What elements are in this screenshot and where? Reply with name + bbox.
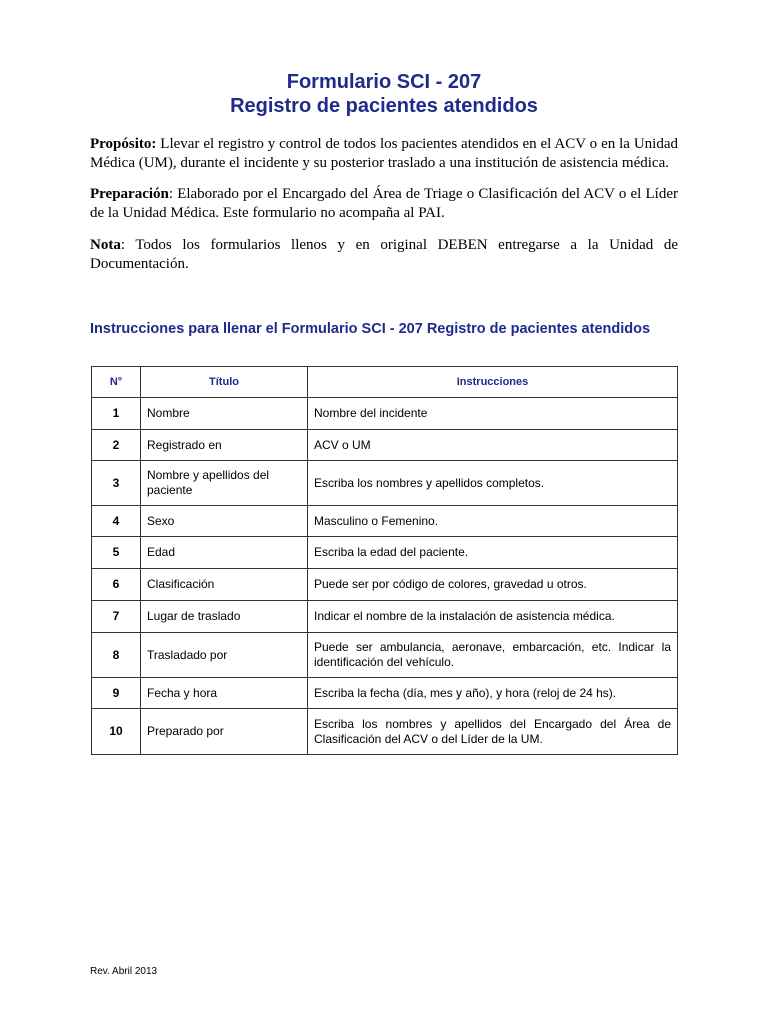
note-paragraph: [90, 236, 678, 274]
preparation-label: Preparación: [90, 186, 169, 202]
row-title: Fecha y hora: [141, 678, 308, 709]
preparation-paragraph: [90, 185, 678, 223]
row-instructions: Escriba los nombres y apellidos del Encargado del Área de Clasificación del ACV o del Líder de la UM.: [308, 709, 678, 755]
row-title: Clasificación: [141, 569, 308, 601]
table-row: [92, 430, 678, 461]
title-line-1: Formulario SCI - 207: [286, 71, 482, 93]
row-instructions: Nombre del incidente: [308, 398, 678, 430]
row-number: 1: [92, 398, 141, 430]
row-instructions: Indicar el nombre de la instalación de asistencia médica.: [308, 601, 678, 633]
purpose-label: Propósito:: [90, 136, 157, 152]
header-number: N°: [92, 367, 141, 398]
note-text: : Todos los formularios llenos y en original DEBEN entregarse a la Unidad de Documentación.: [90, 237, 678, 272]
table-row: [92, 537, 678, 569]
table-header-row: [92, 367, 678, 398]
row-instructions: Masculino o Femenino.: [308, 506, 678, 537]
purpose-paragraph: [90, 135, 678, 173]
header-title: Título: [141, 367, 308, 398]
table-row: [92, 678, 678, 709]
table-row: [92, 633, 678, 678]
revision-footer: Rev. Abril 2013: [90, 966, 158, 977]
row-instructions: ACV o UM: [308, 430, 678, 461]
row-number: 7: [92, 601, 141, 633]
table-row: [92, 461, 678, 506]
instructions-heading: Instrucciones para llenar el Formulario SCI - 207 Registro de pacientes atendidos: [90, 321, 651, 337]
header-instructions: Instrucciones: [308, 367, 678, 398]
row-title: Sexo: [141, 506, 308, 537]
row-number: 3: [92, 461, 141, 506]
table-row: [92, 601, 678, 633]
preparation-text: : Elaborado por el Encargado del Área de Triage o Clasificación del ACV o el Líder de la Unidad Médica. Este formulario no acompaña al PAI.: [90, 186, 678, 221]
row-instructions: Escriba los nombres y apellidos completos.: [308, 461, 678, 506]
table-row: [92, 709, 678, 755]
instructions-table: [91, 366, 678, 755]
row-instructions: Puede ser ambulancia, aeronave, embarcación, etc. Indicar la identificación del vehículo.: [308, 633, 678, 678]
row-number: 2: [92, 430, 141, 461]
row-title: Edad: [141, 537, 308, 569]
row-number: 5: [92, 537, 141, 569]
row-title: Registrado en: [141, 430, 308, 461]
row-title: Trasladado por: [141, 633, 308, 678]
row-instructions: Escriba la fecha (día, mes y año), y hora (reloj de 24 hs).: [308, 678, 678, 709]
row-title: Preparado por: [141, 709, 308, 755]
row-title: Nombre: [141, 398, 308, 430]
title-line-2: Registro de pacientes atendidos: [230, 95, 538, 117]
row-number: 8: [92, 633, 141, 678]
row-title: Nombre y apellidos del paciente: [141, 461, 308, 506]
row-instructions: Puede ser por código de colores, gravedad u otros.: [308, 569, 678, 601]
row-number: 6: [92, 569, 141, 601]
note-label: Nota: [90, 237, 121, 253]
purpose-text: Llevar el registro y control de todos los pacientes atendidos en el ACV o en la Unidad Médica (UM), durante el incidente y su posterior traslado a una institución de asistencia médica.: [90, 136, 678, 171]
row-number: 4: [92, 506, 141, 537]
row-title: Lugar de traslado: [141, 601, 308, 633]
row-instructions: Escriba la edad del paciente.: [308, 537, 678, 569]
row-number: 9: [92, 678, 141, 709]
table-row: [92, 398, 678, 430]
row-number: 10: [92, 709, 141, 755]
table-row: [92, 569, 678, 601]
document-title: [0, 70, 768, 118]
table-row: [92, 506, 678, 537]
